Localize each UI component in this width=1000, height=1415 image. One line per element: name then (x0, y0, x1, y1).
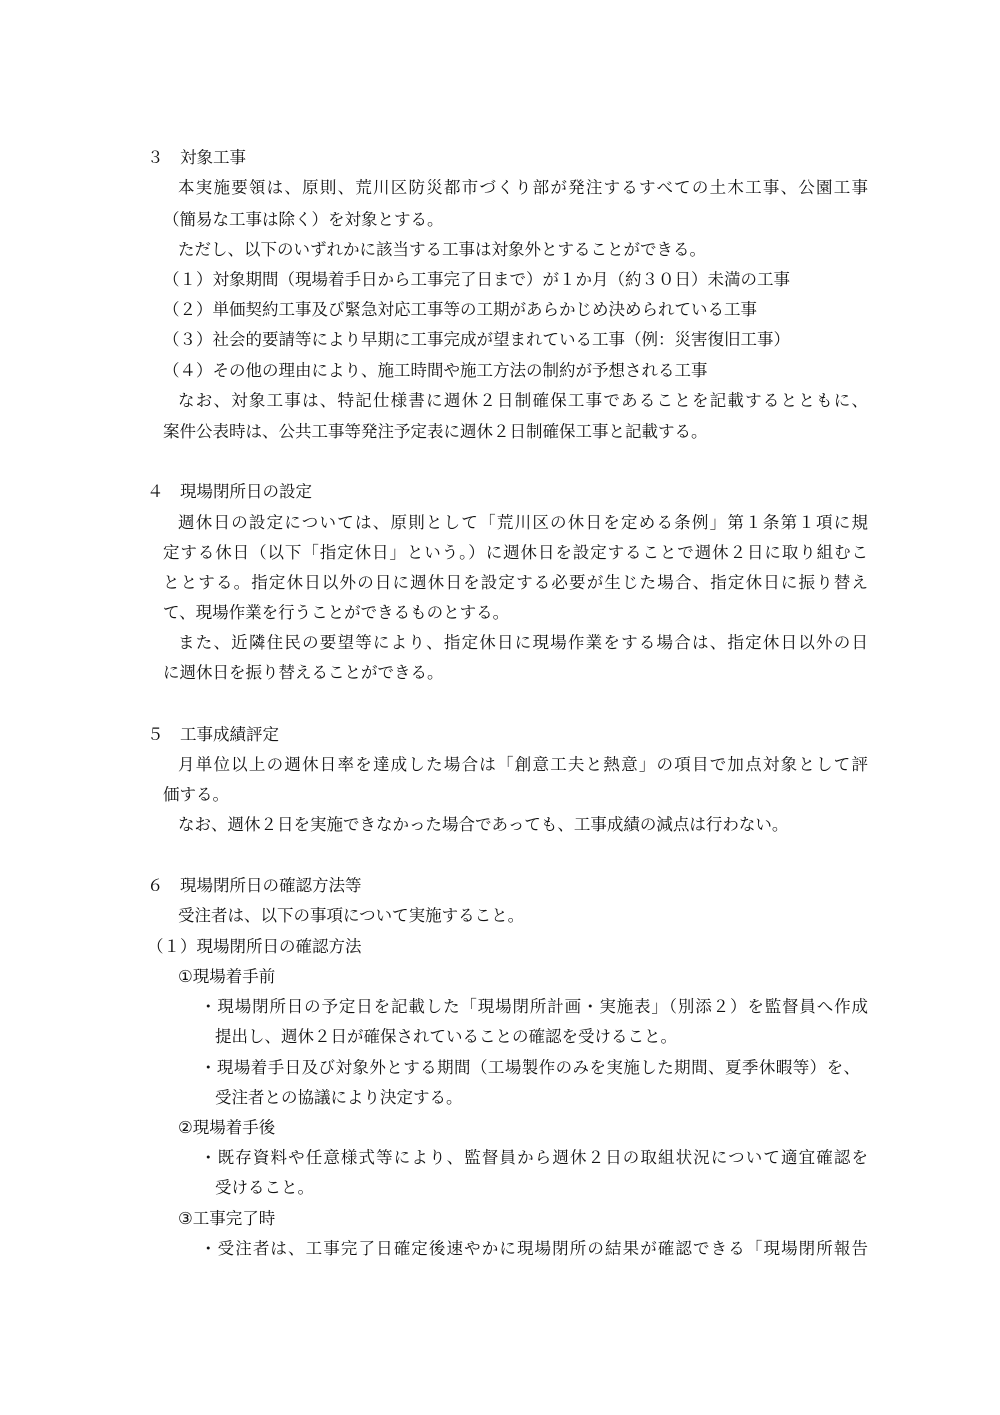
paragraph-line: 週休日の設定については、原則として「荒川区の休日を定める条例」第１条第１項に規 (178, 513, 868, 532)
paragraph-line: ととする。指定休日以外の日に週休日を設定する必要が生じた場合、指定休日に振り替え (163, 573, 868, 592)
section-heading: ３ 対象工事 (147, 148, 246, 167)
bullet-continuation: 受けること。 (215, 1178, 314, 1197)
list-item: （２）単価契約工事及び緊急対応工事等の工期があらかじめ決められている工事 (163, 300, 757, 319)
step-heading: ②現場着手後 (178, 1118, 276, 1137)
list-item: （１）対象期間（現場着手日から工事完了日まで）が１か月（約３０日）未満の工事 (163, 270, 790, 289)
paragraph-line: （簡易な工事は除く）を対象とする。 (163, 210, 444, 229)
step-heading: ①現場着手前 (178, 967, 276, 986)
bullet-continuation: 受注者との協議により決定する。 (215, 1088, 463, 1107)
section-heading: ５ 工事成績評定 (147, 725, 279, 744)
section-heading: ６ 現場閉所日の確認方法等 (147, 876, 362, 895)
section-heading: ４ 現場閉所日の設定 (147, 482, 312, 501)
paragraph-line: 月単位以上の週休日率を達成した場合は「創意工夫と熱意」の項目で加点対象として評 (178, 755, 868, 774)
paragraph-line: 価する。 (163, 785, 229, 804)
bullet-item: ・受注者は、工事完了日確定後速やかに現場閉所の結果が確認できる「現場閉所報告 (200, 1239, 868, 1258)
paragraph-line: 受注者は、以下の事項について実施すること。 (178, 906, 525, 925)
subsection-heading: （１）現場閉所日の確認方法 (147, 937, 362, 956)
bullet-item: ・既存資料や任意様式等により、監督員から週休２日の取組状況について適宜確認を (200, 1148, 868, 1167)
paragraph-line: て、現場作業を行うことができるものとする。 (163, 603, 510, 622)
paragraph-line: 本実施要領は、原則、荒川区防災都市づくり部が発注するすべての土木工事、公園工事 (178, 178, 868, 197)
paragraph-line: なお、週休２日を実施できなかった場合であっても、工事成績の減点は行わない。 (178, 815, 789, 834)
bullet-continuation: 提出し、週休２日が確保されていることの確認を受けること。 (215, 1027, 677, 1046)
paragraph-line: に週休日を振り替えることができる。 (163, 663, 444, 682)
list-item: （３）社会的要請等により早期に工事完成が望まれている工事（例：災害復旧工事） (163, 330, 790, 349)
paragraph-line: 定する休日（以下「指定休日」という。）に週休日を設定することで週休２日に取り組むこ (163, 543, 869, 562)
paragraph-line: なお、対象工事は、特記仕様書に週休２日制確保工事であることを記載するとともに、 (178, 391, 868, 410)
paragraph-line: 案件公表時は、公共工事等発注予定表に週休２日制確保工事と記載する。 (163, 422, 708, 441)
paragraph-line: ただし、以下のいずれかに該当する工事は対象外とすることができる。 (178, 240, 706, 259)
paragraph-line: また、近隣住民の要望等により、指定休日に現場作業をする場合は、指定休日以外の日 (178, 633, 868, 652)
bullet-item: ・現場閉所日の予定日を記載した「現場閉所計画・実施表」（別添２）を監督員へ作成 (200, 997, 868, 1016)
bullet-item: ・現場着手日及び対象外とする期間（工場製作のみを実施した期間、夏季休暇等）を、 (200, 1058, 860, 1077)
step-heading: ③工事完了時 (178, 1209, 276, 1228)
list-item: （４）その他の理由により、施工時間や施工方法の制約が予想される工事 (163, 361, 708, 380)
